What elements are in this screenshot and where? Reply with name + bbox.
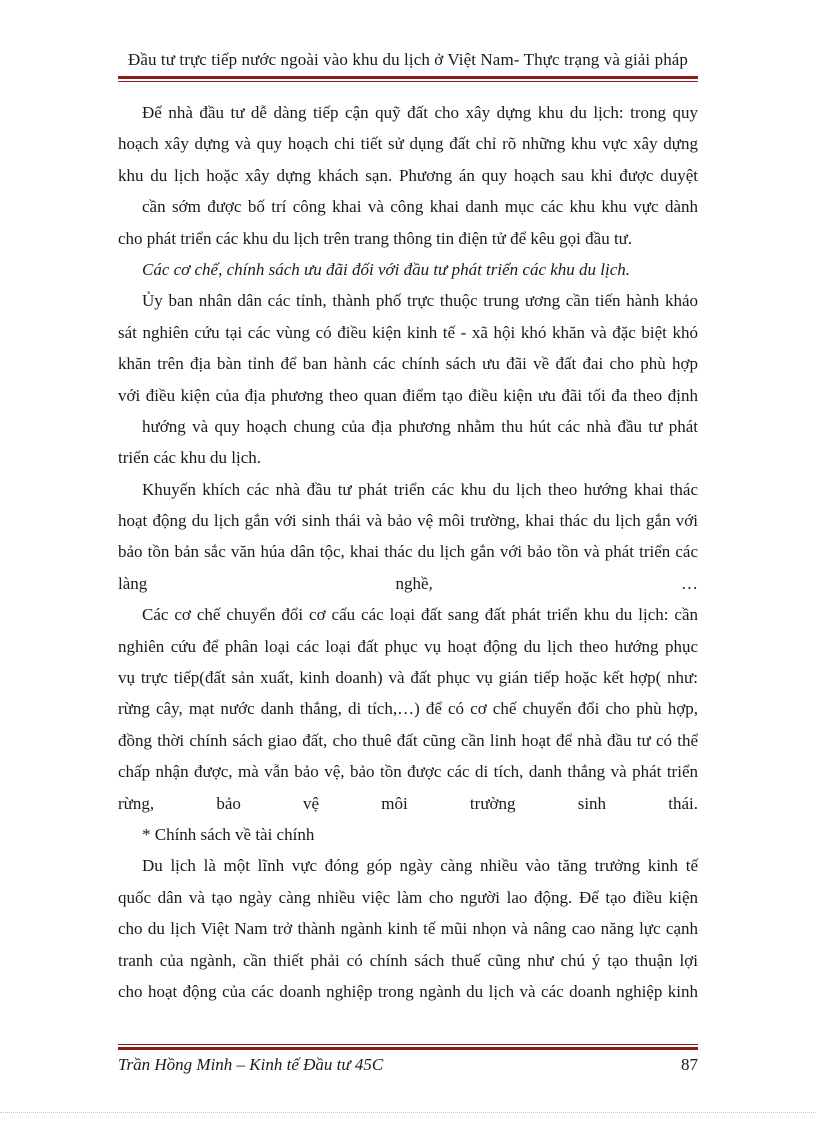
text-line: cho du lịch Việt Nam trở thành ngành kinh tế mũi nhọn và nâng cao năng lực cạnh [118, 919, 698, 939]
text-line: rừng cây, mạt nước danh thắng, di tích,…) để có cơ chế chuyển đổi cho phù hợp, [118, 699, 698, 719]
text-line: hoạch xây dựng và quy hoạch chi tiết sử dụng đất chỉ rõ những khu vực xây dựng [118, 134, 698, 154]
text-line: Khuyến khích các nhà đầu tư phát triển các khu du lịch theo hướng khai thác [142, 479, 698, 499]
text-line: triển các khu du lịch. [118, 448, 262, 468]
header-rule-thick [118, 76, 698, 79]
text-line: cho phát triển các khu du lịch trên trang thông tin điện tử để kêu gọi đầu tư. [118, 228, 633, 248]
text-line: khu du lịch hoặc xây dựng khách sạn. Phương án quy hoạch sau khi được duyệt [118, 165, 698, 185]
text-line: đồng thời chính sách giao đất, cho thuê đất cũng cần linh hoạt để nhà đầu tư có thể [118, 730, 698, 750]
text-line: Để nhà đầu tư dễ dàng tiếp cận quỹ đất cho xây dựng khu du lịch: trong quy [142, 103, 698, 122]
text-line: sát nghiên cứu tại các vùng có điều kiện kinh tế - xã hội khó khăn và đặc biệt khó [118, 322, 698, 342]
text-line: với điều kiện của địa phương theo quan điểm tạo điều kiện ưu đãi tối đa theo định [118, 385, 698, 405]
page-bottom-border [0, 1112, 816, 1113]
running-header: Đầu tư trực tiếp nước ngoài vào khu du lịch ở Việt Nam- Thực trạng và giải pháp [127, 50, 689, 69]
text-line: hoạt động du lịch gắn với sinh thái và bảo vệ môi trường, khai thác du lịch gắn với [118, 511, 698, 531]
text-line: cần sớm được bố trí công khai và công khai danh mục các khu khu vực dành [142, 197, 698, 217]
text-line: Các cơ chế chuyển đổi cơ cấu các loại đất sang đất phát triển khu du lịch: cần [142, 605, 698, 625]
text-line: bảo tồn bản sắc văn húa dân tộc, khai thác du lịch gắn với bảo tồn và phát triển các [118, 542, 698, 562]
text-line: vụ trực tiếp(đất sản xuất, kinh doanh) và đất phục vụ gián tiếp hoặc kết hợp( như: [118, 668, 698, 688]
text-line: rừng, bảo vệ môi trường sinh thái. [118, 793, 698, 813]
text-line: khăn trên địa bàn tỉnh để ban hành các chính sách ưu đãi về đất đai cho phù hợp [118, 354, 698, 374]
text-line: làng nghề, … [118, 573, 698, 593]
header-rule-thin [118, 81, 698, 82]
text-line: hướng và quy hoạch chung của địa phương nhằm thu hút các nhà đầu tư phát [142, 416, 698, 436]
text-line: quốc dân và tạo ngày càng nhiều việc làm cho người lao động. Để tạo điều kiện [118, 887, 698, 907]
footer-author: Trần Hồng Minh – Kinh tế Đầu tư 45C [118, 1055, 384, 1074]
text-line: Các cơ chế, chính sách ưu đãi đối với đầu tư phát triển các khu du lịch. [142, 259, 631, 279]
text-line: cho hoạt động của các doanh nghiệp trong ngành du lịch và các doanh nghiệp kinh [118, 981, 698, 1001]
text-line: nghiên cứu để phân loại các loại đất phục vụ hoạt động du lịch theo hướng phục [118, 636, 698, 656]
text-line: tranh của ngành, cần thiết phải có chính sách thuế cũng như chú ý tạo thuận lợi [118, 950, 698, 970]
footer-rule-thick [118, 1047, 698, 1050]
text-line: chấp nhận được, mà vẫn bảo vệ, bảo tồn được các di tích, danh thắng và phát triển [118, 762, 698, 782]
text-line: Du lịch là một lĩnh vực đóng góp ngày càng nhiều vào tăng trưởng kinh tế [142, 856, 698, 876]
footer-rule-thin [118, 1044, 698, 1045]
text-line: * Chính sách về tài chính [142, 824, 315, 844]
text-line: Ủy ban nhân dân các tỉnh, thành phố trực thuộc trung ương cần tiến hành khảo [142, 291, 698, 311]
page-body [118, 90, 698, 1000]
page-number: 87 [681, 1055, 698, 1074]
